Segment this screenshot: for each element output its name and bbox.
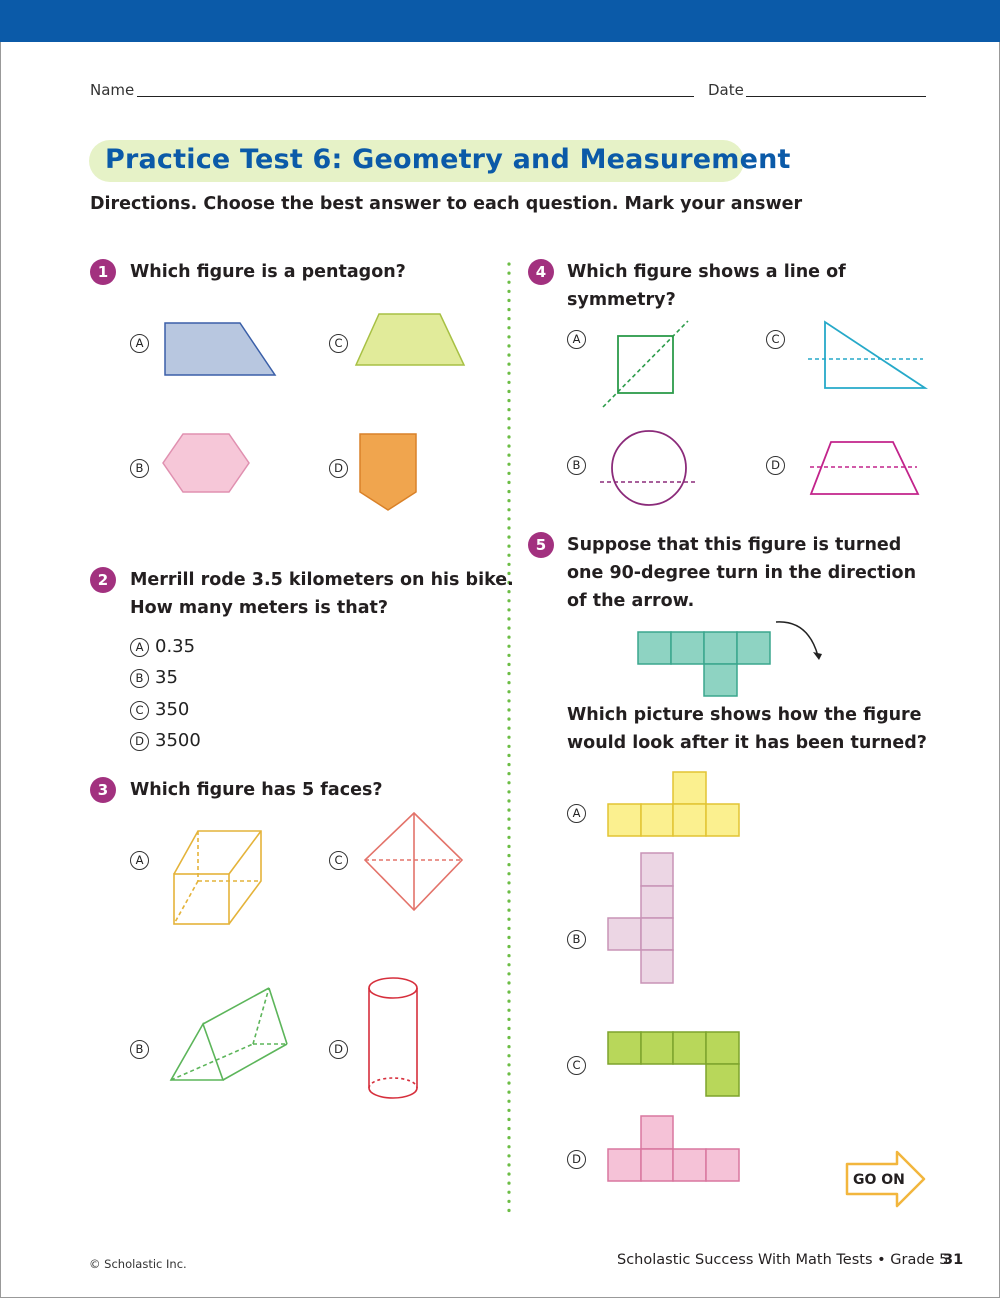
q2-answer-a: 0.35 [155, 636, 196, 657]
question-5-followup-line-2: would look after it has been turned? [567, 733, 927, 753]
q3-option-a[interactable]: A [130, 851, 149, 870]
question-5-number: 5 [528, 532, 554, 558]
q1-figure-a-trapezoid [160, 318, 280, 382]
q5-figure-a [606, 770, 742, 838]
q3-figure-a-rectangular-prism [168, 826, 268, 930]
q1-option-a[interactable]: A [130, 334, 149, 353]
q5-option-d[interactable]: D [567, 1150, 586, 1169]
q2-option-a[interactable]: A [130, 638, 149, 657]
page-number: 31 [943, 1252, 964, 1268]
question-3-text: Which figure has 5 faces? [130, 780, 383, 800]
footer-copyright: © Scholastic Inc. [89, 1257, 187, 1271]
question-2-text-line-1: Merrill rode 3.5 kilometers on his bike. [130, 570, 514, 590]
q3-figure-b-triangular-prism [165, 984, 293, 1084]
question-4-text-line-1: Which figure shows a line of [567, 262, 846, 282]
q4-figure-c-right-triangle [805, 318, 929, 392]
q2-answer-c: 350 [155, 699, 190, 720]
q1-option-d[interactable]: D [329, 459, 348, 478]
question-4-number: 4 [528, 259, 554, 285]
footer-book-title: Scholastic Success With Math Tests • Grade 5 [617, 1252, 949, 1268]
name-label: Name [90, 81, 135, 99]
q2-option-c[interactable]: C [130, 701, 149, 720]
question-5-text-line-1: Suppose that this figure is turned [567, 535, 902, 555]
q1-figure-b-hexagon [158, 430, 254, 498]
q2-option-d[interactable]: D [130, 732, 149, 751]
column-divider [506, 262, 512, 1214]
q4-option-c[interactable]: C [766, 330, 785, 349]
q3-figure-d-cylinder [364, 974, 422, 1104]
date-field[interactable] [746, 96, 926, 97]
top-banner [0, 0, 1000, 42]
q5-figure-d [606, 1114, 742, 1184]
q5-option-b[interactable]: B [567, 930, 586, 949]
q3-figure-c-square-pyramid [362, 810, 466, 914]
question-1-number: 1 [90, 259, 116, 285]
q5-figure-b [606, 851, 676, 985]
question-5-text-line-3: of the arrow. [567, 591, 695, 611]
q1-option-b[interactable]: B [130, 459, 149, 478]
q2-answer-d: 3500 [155, 730, 201, 751]
question-5-followup-line-1: Which picture shows how the figure [567, 705, 922, 725]
q4-option-b[interactable]: B [567, 456, 586, 475]
q4-option-d[interactable]: D [766, 456, 785, 475]
go-on-label: GO ON [853, 1172, 905, 1188]
q4-figure-d-trapezoid [805, 438, 923, 498]
name-field[interactable] [137, 96, 694, 97]
q3-option-b[interactable]: B [130, 1040, 149, 1059]
page-border-left [0, 42, 1, 1298]
question-2-text-line-2: How many meters is that? [130, 598, 389, 618]
q3-option-d[interactable]: D [329, 1040, 348, 1059]
q4-figure-b-circle [596, 428, 700, 510]
q5-option-c[interactable]: C [567, 1056, 586, 1075]
q2-answer-b: 35 [155, 667, 178, 688]
page-title: Practice Test 6: Geometry and Measurement [105, 144, 791, 175]
q5-figure-c [606, 1030, 742, 1098]
q5-original-figure [636, 616, 832, 700]
q4-option-a[interactable]: A [567, 330, 586, 349]
question-2-number: 2 [90, 567, 116, 593]
q4-figure-a-square-diagonal [600, 318, 692, 410]
question-1-text: Which figure is a pentagon? [130, 262, 406, 282]
question-4-text-line-2: symmetry? [567, 290, 676, 310]
question-3-number: 3 [90, 777, 116, 803]
directions-text: Directions. Choose the best answer to each question. Mark your answer [90, 194, 803, 214]
question-5-text-line-2: one 90-degree turn in the direction [567, 563, 917, 583]
q1-option-c[interactable]: C [329, 334, 348, 353]
q5-option-a[interactable]: A [567, 804, 586, 823]
q3-option-c[interactable]: C [329, 851, 348, 870]
q2-option-b[interactable]: B [130, 669, 149, 688]
q1-figure-c-trapezoid [352, 310, 470, 370]
q1-figure-d-pentagon [356, 430, 422, 514]
date-label: Date [708, 81, 744, 99]
